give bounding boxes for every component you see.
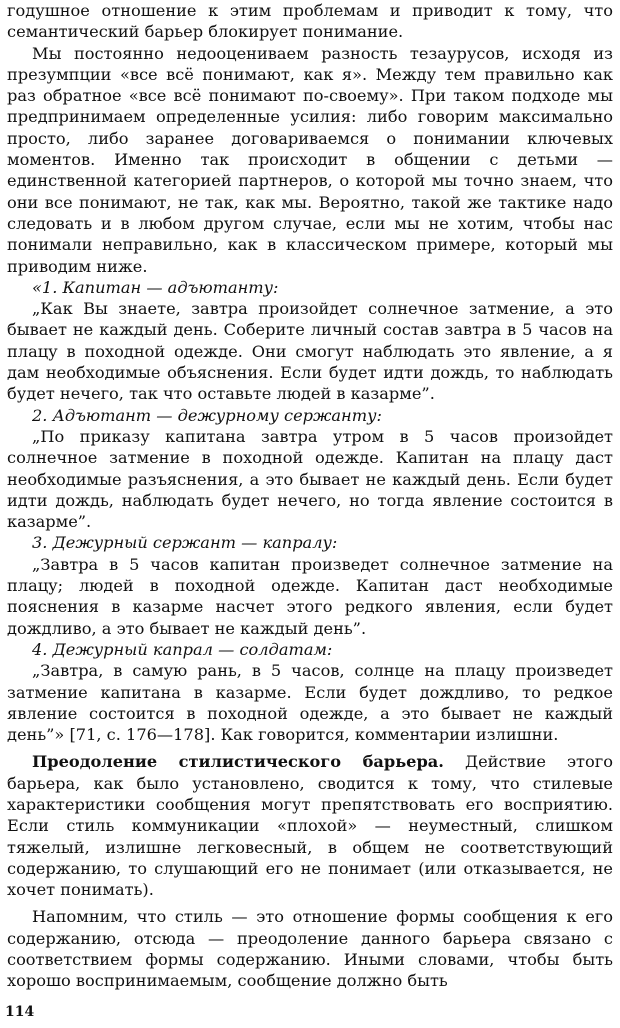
paragraph-thesaurus: Мы постоянно недооцениваем разность тезаурусов, исходя из презумпции «все всё понимают, как я». Между тем правильно как раз обратное «все всё понимают по-своему». При таком подходе мы предпринимаем определенные усилия: либо говорим максимально просто, либо заранее договариваемся о понимании ключевых моментов. Именно так происходит в общении с детьми — единственной категорией партнеров, о которой мы точно знаем, что они все понимают, не так, как мы. Вероятно, такой же тактике надо следовать и в любом другом случае, если мы не хотим, чтобы нас понимали неправильно, как в классическом примере, который мы приводим ниже. (7, 43, 613, 276)
page-number: 114 (5, 1004, 35, 1020)
paragraph-stylistic-barrier (7, 751, 613, 900)
example-text-2: „По приказу капитана завтра утром в 5 часов произойдет солнечное затмение в походной одежде. Капитан на плацу даст необходимые разъяснения, а это бывает не каждый день. Если будет идти дождь, наблюдать будет нечего, но тогда явление состоится в казарме”. (7, 426, 613, 532)
example-heading-2: 2. Адъютант — дежурному сержанту: (32, 405, 382, 425)
example-heading-3: 3. Дежурный сержант — капралу: (32, 533, 338, 553)
example-text-3: „Завтра в 5 часов капитан произведет солнечное затмение на плацу; людей в походной одежде. Капитан даст необходимые пояснения в казарме насчет этого редкого явления, если будет дождливо, а это бывает не каждый день”. (7, 554, 613, 638)
paragraph-continuation: годушное отношение к этим проблемам и приводит к тому, что семантический барьер блокирует понимание. (7, 1, 613, 42)
example-text-4: „Завтра, в самую рань, в 5 часов, солнце на плацу произведет затмение капитана в казарме. Если будет дождливо, то редкое явление состоится в походной одежде, а это бывает не каждый день”» [71, с. 176—178]. Как говорится, комментарии излишни. (7, 661, 613, 745)
section-heading: Преодоление стилистического барьера. (32, 752, 444, 772)
body-text (7, 0, 613, 992)
section-heading-body: Действие этого барьера, как было установлено, сводится к тому, что стилевые характеристики сообщения могут препятствовать его восприятию. Если стиль коммуникации «плохой» — неуместный, слишком тяжелый, излишне легковесный, в общем не соответствующий содержанию, то слушающий его не понимает (или отказывается, не хочет понимать). (7, 752, 613, 900)
example-heading-4: 4. Дежурный капрал — солдатам: (32, 639, 333, 659)
paragraph-style-definition: Напомним, что стиль — это отношение формы сообщения к его содержанию, отсюда — преодоление данного барьера связано с соответствием формы содержанию. Иными словами, чтобы быть хорошо воспринимаемым, сообщение должно быть (7, 907, 613, 991)
example-text-1: „Как Вы знаете, завтра произойдет солнечное затмение, а это бывает не каждый день. Соберите личный состав завтра в 5 часов на плацу в походной одежде. Они смогут наблюдать это явление, а я дам необходимые объяснения. Если будет идти дождь, то наблюдать будет нечего, так что оставьте людей в казарме”. (7, 299, 613, 404)
example-heading-1: «1. Капитан — адъютанту: (32, 277, 279, 297)
